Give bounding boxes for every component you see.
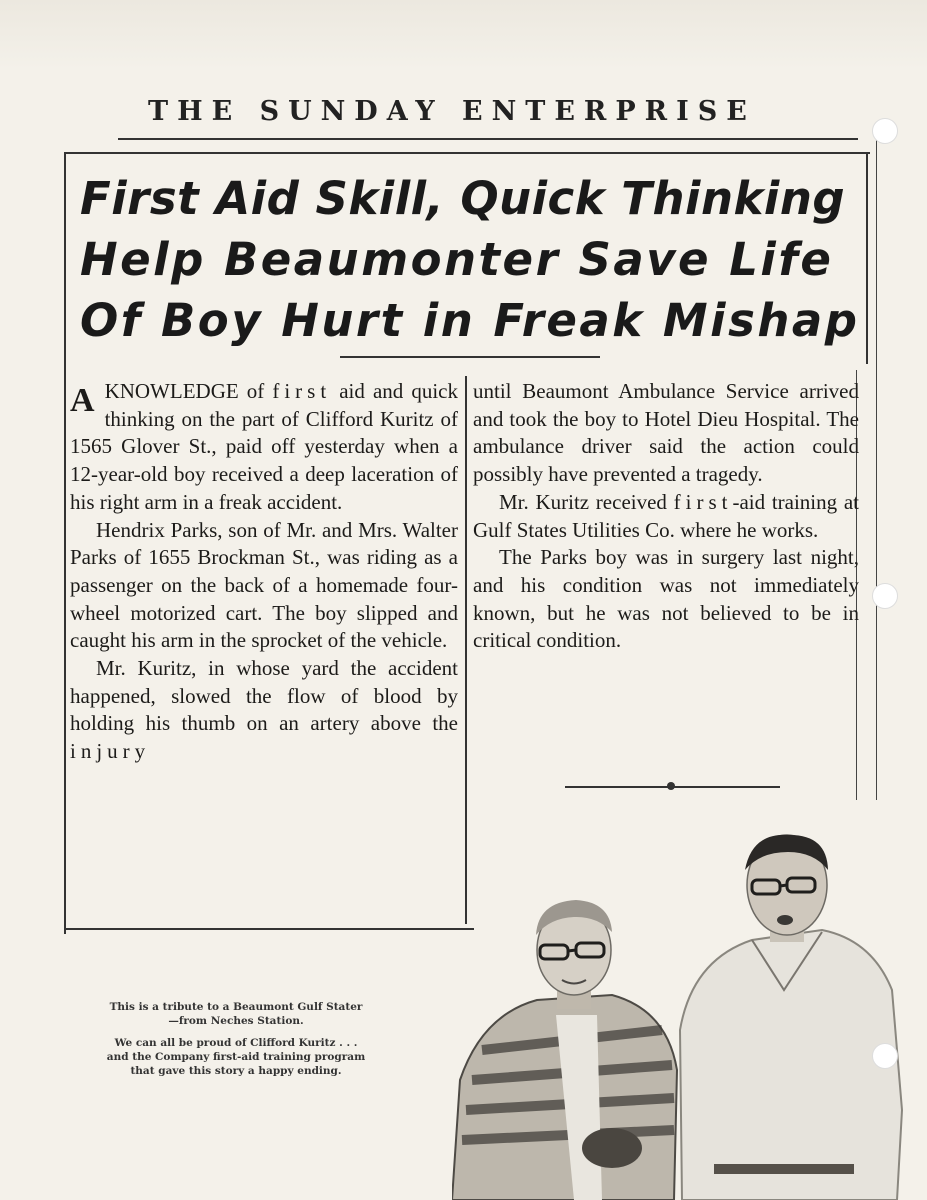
paragraph-text: aid and quick thinking on the part of Clifford Kuritz of 1565 Glover St., paid off yesterday when a 12-year-old boy received a deep laceration of his right arm in a freak accident. [70, 379, 458, 514]
headline-line-1: First Aid Skill, Quick Thinking [80, 172, 846, 225]
article-headline [80, 168, 860, 351]
article-frame-bottom [64, 928, 474, 930]
binder-punch-hole [872, 583, 898, 609]
spaced-word: first [272, 379, 332, 403]
paragraph-text: Mr. Kuritz received [499, 489, 674, 514]
binder-punch-hole [872, 1043, 898, 1069]
clipping-edge-line [876, 140, 877, 800]
man-figure [680, 835, 902, 1200]
masthead-rule [118, 138, 858, 140]
paragraph-text: -aid training at Gulf States Utilities Co. where he works. [473, 489, 859, 542]
article-paragraph: Hendrix Parks, son of Mr. and Mrs. Walter Parks of 1655 Brockman St., was riding as a passenger on the back of a homemade four-wheel motorized cart. The boy slipped and caught his arm in the sprocket of the vehicle. [70, 517, 458, 653]
tribute-caption [105, 1000, 367, 1086]
article-paragraph: until Beaumont Ambulance Service arrived and took the boy to Hotel Dieu Hospital. The ambulance driver said the action could possibly have prevented a tragedy. [473, 379, 859, 487]
headline-rule [340, 356, 600, 358]
drop-cap: A [70, 382, 95, 419]
tribute-line: We can all be proud of Clifford Kuritz . . . and the Company first-aid training program that gave this story a happy ending. [106, 1037, 366, 1077]
headline-line-3: Of Boy Hurt in Freak Mishap [80, 294, 860, 347]
article-frame-left [64, 152, 66, 934]
paragraph-text: Mr. Kuritz, in whose yard the accident happened, slowed the flow of blood by holding his thumb on an artery above the [70, 656, 458, 736]
tribute-line: This is a tribute to a Beaumont Gulf Stater—from Neches Station. [109, 1001, 363, 1027]
article-frame-right [866, 152, 868, 364]
article-paragraph [70, 378, 458, 517]
article-column-right [473, 378, 859, 655]
article-paragraph: The Parks boy was in surgery last night, and his condition was not immediately known, but he was not believed to be in critical condition. [473, 545, 859, 653]
headline-line-2: Help Beaumonter Save Life [80, 233, 834, 286]
spaced-word: injury [70, 739, 151, 764]
page-edge [0, 0, 927, 70]
newspaper-masthead: THE SUNDAY ENTERPRISE [148, 96, 756, 127]
paragraph-text: KNOWLEDGE of [104, 379, 273, 403]
photo-of-boy-and-man [452, 830, 927, 1200]
article-paragraph [473, 489, 859, 544]
binder-punch-hole [872, 118, 898, 144]
article-column-left [70, 378, 458, 766]
article-paragraph [70, 655, 458, 766]
boy-figure [452, 900, 677, 1200]
spaced-word: first [673, 489, 733, 514]
article-end-dot [667, 782, 675, 790]
article-frame-top [64, 152, 870, 154]
